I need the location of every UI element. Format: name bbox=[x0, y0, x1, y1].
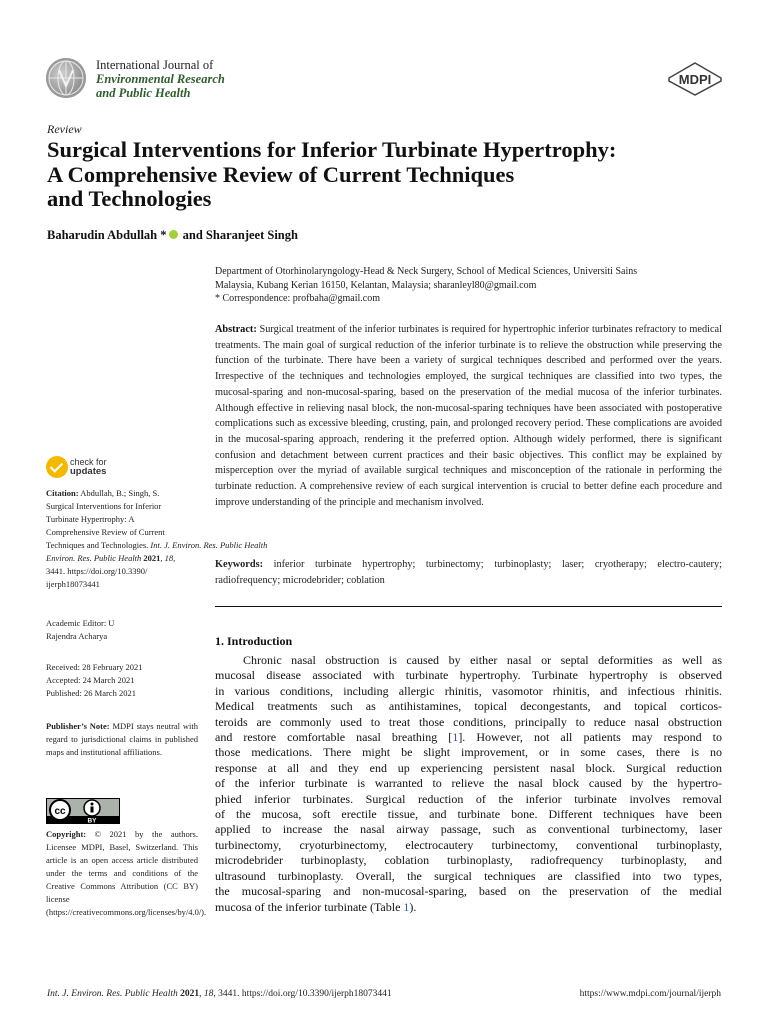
affiliation-line: Department of Otorhinolaryngology-Head & Neck Surgery, School of Medical Sciences, Universiti Sains bbox=[215, 266, 638, 277]
abstract-text: Surgical treatment of the inferior turbinates is required for hypertrophic inferior turbinates refractory to medical treatments. The main goal of surgical reduction of the inferior turbinate is to relieve the obstruction while preserving the function of the turbinate. There have been a variety of surgical techniques described and performed over the years. Irrespective of the techniques and technologies employed, the surgical techniques are classified into two types, the mucosal-sparing and non-mucosal-sparing, based on the preservation of the medial mucosa of the inferior turbinates. Although effective in relieving nasal block, the non-mucosal-sparing techniques have been associated with postoperative complications such as excessive bleeding, crusting, pain, and prolonged recovery period. These complications are avoided in the mucosal-sparing approach, rendering it the preferred option. Although widely performed, there is significant confusion and detachment between current practices and their basic objectives. This conflict may be explained by misperception over the myriad of available surgical techniques and misconception of the rationale in performing the turbinate reduction. A comprehensive review of each surgical intervention is crucial to better define each procedure and improve understanding of the principle and mechanism involved. bbox=[215, 324, 722, 508]
copyright-block: Copyright: © 2021 by the authors. Licensee MDPI, Basel, Switzerland. This article is an open access article distributed under the terms and conditions of the Creative Commons Attribution (CC BY) license (https://creativecommons.org/licenses/by/4.0/). bbox=[46, 829, 207, 917]
check-for-updates-badge[interactable] bbox=[46, 456, 166, 480]
introduction-body: Chronic nasal obstruction is caused by either nasal or septal deformities as well as mucosal disease associated with turbinate hypertrophy. Turbinate hypertrophy is observed in various conditions, including allergic rhinitis, vasomotor rhinitis, and infectious rhinitis. Medical treatments such as antihistamines, topical decongestants, and topical corticos- teroids are commonly used to treat those conditions, principally to reduce nasal obstruction and restore comfortable nasal breathing [1]. However, not all patients may respond to those medications. There might be slight improvement, or in some cases, there is no response at all and they end up experiencing persistent nasal block. Surgical reduction of the inferior turbinate is warranted to relieve the nasal block caused by the hypertro- phied inferior turbinates. Surgical reduction of the inferior turbinate involves removal of the mucosa, soft erectile tissue, and turbinate bone. Different techniques have been applied to increase the nasal airway passage, such as conventional turbinectomy, laser turbinectomy, cryoturbinectomy, electrocautery turbinectomy, conventional turbinoplasty, microdebrider turbinoplasty, coblation turbinoplasty, radiofrequency turbinoplasty, and ultrasound turbinoplasty. Overall, the surgical techniques are classified into two types, the mucosal-sparing and non-mucosal-sparing, based on the preservation of the medial mucosa of the inferior turbinate (Table 1). bbox=[215, 653, 722, 914]
keywords-label: Keywords: bbox=[215, 559, 264, 570]
abstract-label: Abstract: bbox=[215, 324, 257, 335]
publisher-note: Publisher’s Note: MDPI stays neutral with regard to jurisdictional claims in published maps and institutional affiliations. bbox=[46, 721, 198, 757]
mdpi-text: MDPI bbox=[678, 72, 712, 87]
citation-doi[interactable]: ijerph18073441 bbox=[46, 579, 100, 589]
check-line-1: check for bbox=[70, 457, 107, 467]
cc-by-license-icon[interactable] bbox=[46, 798, 120, 824]
title-line: and Technologies bbox=[47, 186, 212, 211]
journal-name[interactable] bbox=[96, 58, 225, 100]
table-link[interactable]: 1 bbox=[403, 899, 410, 914]
published-date: Published: 26 March 2021 bbox=[46, 688, 136, 698]
correspondence-line: * Correspondence: profbaha@gmail.com bbox=[215, 293, 380, 304]
mdpi-logo[interactable] bbox=[666, 62, 724, 96]
section-heading: 1. Introduction bbox=[215, 634, 293, 648]
journal-logo bbox=[46, 58, 86, 98]
section-divider bbox=[215, 606, 722, 607]
title-line: Surgical Interventions for Inferior Turbinate Hypertrophy: bbox=[47, 137, 617, 162]
journal-line-1: International Journal of bbox=[96, 58, 214, 72]
citation-label: Citation: bbox=[46, 488, 79, 498]
cc-by-text: BY bbox=[87, 817, 97, 824]
academic-editor: Academic Editor: U Rajendra Acharya bbox=[46, 618, 115, 641]
author-list bbox=[47, 228, 298, 243]
check-icon bbox=[46, 456, 68, 478]
svg-text:cc: cc bbox=[54, 806, 66, 817]
abstract bbox=[215, 322, 722, 510]
received-date: Received: 28 February 2021 bbox=[46, 662, 143, 672]
affiliation bbox=[215, 265, 725, 306]
footer-url[interactable]: https://www.mdpi.com/journal/ijerph bbox=[579, 989, 721, 999]
footer-volume: 18 bbox=[203, 989, 214, 999]
globe-icon bbox=[46, 58, 86, 98]
keywords bbox=[215, 557, 722, 588]
affiliation-line: Malaysia, Kubang Kerian 16150, Kelantan, Malaysia; sharanleyl80@gmail.com bbox=[215, 279, 537, 291]
keywords-text: inferior turbinate hypertrophy; turbinectomy; turbinoplasty; laser; cryotherapy; electro-cautery; radiofrequency; microdebrider; coblation bbox=[215, 559, 722, 586]
journal-line-2: Environmental Research bbox=[96, 72, 225, 86]
footer-doi[interactable]: , 3441. https://doi.org/10.3390/ijerph18073441 bbox=[213, 989, 392, 999]
page-footer: Int. J. Environ. Res. Public Health 2021, 18, 3441. https://doi.org/10.3390/ijerph18073441 https://www.mdpi.com/journal/ijerph bbox=[47, 989, 721, 999]
accepted-date: Accepted: 24 March 2021 bbox=[46, 675, 135, 685]
article-type: Review bbox=[47, 122, 82, 136]
article-title bbox=[47, 138, 697, 212]
reference-link[interactable]: 1 bbox=[452, 730, 459, 745]
dates-block bbox=[46, 661, 206, 700]
footer-year: 2021 bbox=[180, 989, 200, 999]
footer-journal: Int. J. Environ. Res. Public Health bbox=[47, 989, 178, 999]
orcid-icon[interactable] bbox=[169, 230, 178, 239]
author-name[interactable]: Baharudin Abdullah * bbox=[47, 228, 167, 242]
journal-line-3: and Public Health bbox=[96, 86, 191, 100]
title-line: A Comprehensive Review of Current Techniques bbox=[47, 161, 515, 187]
citation-block: Citation: Abdullah, B.; Singh, S. Surgical Interventions for Inferior Turbinate Hypertrophy: A Comprehensive Review of Current Techniques and Technologies. Int. J. Environ. Res. Public Health Environ. Res. Public Health 2021, 18, 3441. https://doi.org/10.3390/ ijerph18073441 bbox=[46, 488, 268, 589]
check-line-2: updates bbox=[70, 466, 107, 477]
publisher-note-label: Publisher’s Note: bbox=[46, 721, 110, 731]
author-name[interactable]: and Sharanjeet Singh bbox=[179, 228, 298, 242]
copyright-label: Copyright: bbox=[46, 829, 87, 839]
